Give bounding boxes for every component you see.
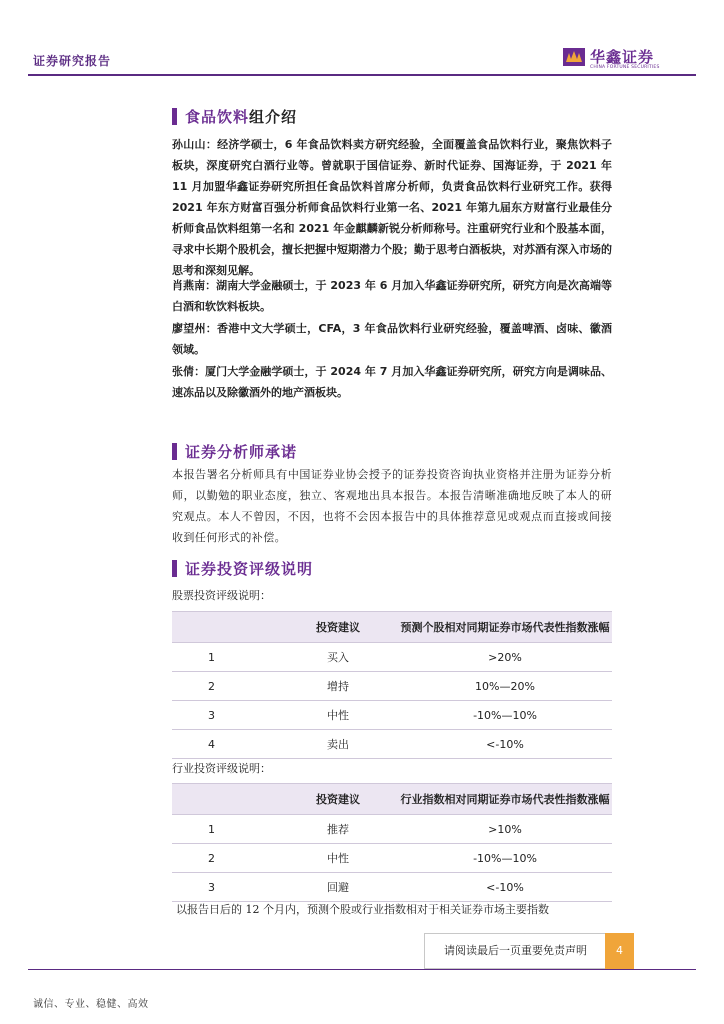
team-title-colored: 食品饮料: [185, 107, 250, 126]
table-row: [172, 844, 612, 873]
table-cell: -10%—10%: [398, 701, 612, 730]
member-name: 孙山山：: [172, 138, 218, 151]
header-divider: [28, 74, 696, 76]
section-marker: [172, 443, 177, 460]
member-text: 厦门大学金融学硕士，于 2024 年 7 月加入华鑫证券研究所，研究方向是调味品、速冻品以及除徽酒外的地产酒板块。: [172, 365, 613, 399]
table-cell: >10%: [398, 815, 612, 844]
table-header-cell: 行业指数相对同期证券市场代表性指数涨幅: [398, 784, 612, 815]
member-name: 廖望州：: [172, 322, 218, 335]
table-cell: <-10%: [398, 873, 612, 902]
footer-divider: [28, 969, 696, 970]
member-bio: [172, 275, 612, 317]
table-row: [172, 815, 612, 844]
member-text: 湖南大学金融硕士，于 2023 年 6 月加入华鑫证券研究所，研究方向是次高端等白酒和软饮料板块。: [172, 279, 612, 313]
table-header-cell: [172, 612, 278, 643]
section-team-heading: [172, 105, 297, 127]
stock-rating-table: [172, 611, 612, 759]
commitment-title: 证券分析师承诺: [185, 442, 298, 461]
table-cell: 买入: [278, 643, 398, 672]
logo-mark-icon: [563, 48, 585, 66]
industry-rating-caption: 行业投资评级说明：: [172, 762, 271, 775]
section-marker: [172, 108, 177, 125]
table-cell: >20%: [398, 643, 612, 672]
table-header-row: [172, 784, 612, 815]
table-cell: 3: [172, 873, 278, 902]
table-row: [172, 873, 612, 902]
table-cell: 10%—20%: [398, 672, 612, 701]
logo-text-cn: 华鑫证券: [590, 48, 655, 66]
table-cell: 增持: [278, 672, 398, 701]
stock-rating-caption: 股票投资评级说明：: [172, 589, 271, 602]
table-header-cell: 投资建议: [278, 784, 398, 815]
table-cell: 2: [172, 672, 278, 701]
table-row: [172, 643, 612, 672]
team-title-rest: 组介绍: [249, 107, 298, 126]
table-header-cell: [172, 784, 278, 815]
table-cell: 回避: [278, 873, 398, 902]
commitment-text: 本报告署名分析师具有中国证券业协会授予的证券投资咨询执业资格并注册为证券分析师，以勤勉的职业态度，独立、客观地出具本报告。本报告清晰准确地反映了本人的研究观点。本人不曾因，不因，也将不会因本报告中的具体推荐意见或观点而直接或间接收到任何形式的补偿。: [172, 468, 612, 544]
member-bio: [172, 318, 612, 360]
member-name: 张倩：: [172, 365, 206, 378]
rating-title: 证券投资评级说明: [185, 559, 314, 578]
table-cell: -10%—10%: [398, 844, 612, 873]
table-cell: 中性: [278, 844, 398, 873]
member-name: 肖燕南：: [172, 279, 217, 292]
section-marker: [172, 560, 177, 577]
table-cell: <-10%: [398, 730, 612, 759]
table-row: [172, 672, 612, 701]
table-cell: 中性: [278, 701, 398, 730]
table-cell: 1: [172, 643, 278, 672]
industry-rating-table: [172, 783, 612, 902]
footer-slogan: 诚信、专业、稳健、高效: [33, 999, 149, 1010]
table-header-row: [172, 612, 612, 643]
table-cell: 3: [172, 701, 278, 730]
table-cell: 4: [172, 730, 278, 759]
table-cell: 推荐: [278, 815, 398, 844]
table-cell: 卖出: [278, 730, 398, 759]
table-cell: 1: [172, 815, 278, 844]
table-row: [172, 701, 612, 730]
member-bio: [172, 134, 612, 281]
page-number: 4: [605, 933, 634, 969]
section-commitment-heading: [172, 440, 297, 462]
disclaimer-link[interactable]: 请阅读最后一页重要免责声明: [424, 933, 606, 969]
member-bio: [172, 361, 612, 403]
table-row: [172, 730, 612, 759]
member-text: 经济学硕士，6 年食品饮料卖方研究经验，全面覆盖食品饮料行业，聚焦饮料子板块，深度研究白酒行业等。曾就职于国信证券、新时代证券、国海证券，于 2021 年 11 月加盟华鑫证券研究所担任食品饮料首席分析师，负责食品饮料行业研究工作。获得 2021 年东方财富百强分析师食品饮料行业第一名、2021 年第九届东方财富行业最佳分析师食品饮料组第一名和 2021 年金麒麟新锐分析师称号。注重研究行业和个股基本面，寻求中长期个股机会，擅长把握中短期潜力个股；勤于思考白酒板块，对苏酒有深入市场的思考和深刻见解。: [172, 138, 612, 277]
rating-trailing-text: 以报告日后的 12 个月内，预测个股或行业指数相对于相关证券市场主要指数: [176, 903, 549, 916]
table-cell: 2: [172, 844, 278, 873]
member-text: 香港中文大学硕士，CFA，3 年食品饮料行业研究经验，覆盖啤酒、卤味、徽酒领域。: [172, 322, 612, 356]
table-header-cell: 投资建议: [278, 612, 398, 643]
company-logo: [563, 46, 681, 74]
table-header-cell: 预测个股相对同期证券市场代表性指数涨幅: [398, 612, 612, 643]
header-report-type: 证券研究报告: [33, 54, 112, 68]
section-rating-heading: [172, 557, 313, 579]
logo-text-en: CHINA FORTUNE SECURITIES: [590, 65, 660, 70]
